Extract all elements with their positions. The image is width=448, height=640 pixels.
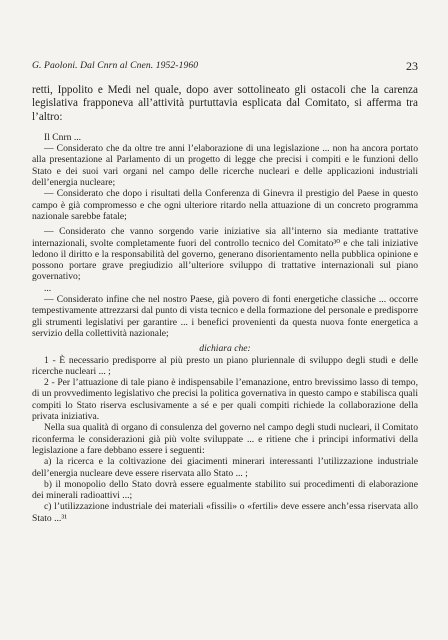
considerato-2: — Considerato che dopo i risultati della Conferenza di Ginevra il prestigio del Paese in questo campo è già compromesso e che ogni ulteriore ritardo nella attuazione di un concreto programma nazionale sarebbe fatale; [32,188,418,222]
considerato-3: — Considerato che vanno sorgendo varie iniziative sia all’interno sia mediante trattative internazionali, svolte completamente fuori del controllo tecnico del Comitato³⁰ e che tali iniziative ledono il diritto e la responsabilità del governo, generano disorientamento nella pubblica opinione e possono portare grave pregiudizio all’ulteriore sviluppo di trattative internazionali sul piano governativo; [32,226,418,283]
dichiara-heading: dichiara che: [199,343,251,355]
point-c: c) l’utilizzazione industriale dei materiali «fissili» o «fertili» deve essere anch’essa riservata allo Stato ...³¹ [32,501,418,524]
body-text [32,84,418,524]
nella-sua-paragraph: Nella sua qualità di organo di consulenza del governo nel campo degli studi nucleari, il Comitato riconferma le considerazioni già più volte sviluppate ... e ritiene che i principi informativi della legislazione a fare debbano essere i seguenti: [32,422,418,456]
page-number: 23 [406,59,418,73]
ellipsis: ... [44,282,52,294]
running-header [32,60,418,76]
point-a: a) la ricerca e la coltivazione dei giacimenti minerari interessanti l’utilizzazione industriale dell’energia nucleare deve essere riservata allo Stato ... ; [32,456,418,479]
point-b: b) il monopolio dello Stato dovrà essere egualmente stabilito sui procedimenti di elaborazione dei minerali radioattivi ...; [32,478,418,502]
considerato-1: — Considerato che da oltre tre anni l’elaborazione di una legislazione ... non ha ancora portato alla presentazione al Parlamento di un progetto di legge che precisi i compiti e le funzioni dello Stato e dei suoi vari organi nel campo delle ricerche nucleari e delle applicazioni industriali dell’energia nucleare; [32,143,418,189]
cnrn-label: Il Cnrn ... [44,131,82,143]
item-1: 1 - È necessario predisporre al più presto un piano pluriennale di sviluppo degli studi e delle ricerche nucleari ... ; [32,354,418,377]
item-2: 2 - Per l’attuazione di tale piano è indispensabile l’emanazione, entro brevissimo lasso di tempo, di un provvedimento legislativo che precisi la politica governativa in questo campo e stabilisca quali compiti lo Stato riserva esclusivamente a sé e per quali compiti richiede la collaborazione della privata iniziativa. [32,377,418,423]
considerato-4: — Considerato infine che nel nostro Paese, già povero di fonti energetiche classiche ... occorre tempestivamente attrezzarsi dal punto di vista tecnico e della formazione del personale e predisporre gli strumenti legislativi per garantire ... i benefici provenienti da questa nuova fonte energetica a servizio della collettività nazionale; [32,294,418,339]
intro-paragraph: retti, Ippolito e Medi nel quale, dopo aver sottolineato gli ostacoli che la carenza legislativa frapponeva all’attività purtuttavia esplicata dal Comitato, si afferma tra l’altro: [32,84,418,123]
running-header-title: G. Paoloni. Dal Cnrn al Cnen. 1952-1960 [32,60,199,71]
